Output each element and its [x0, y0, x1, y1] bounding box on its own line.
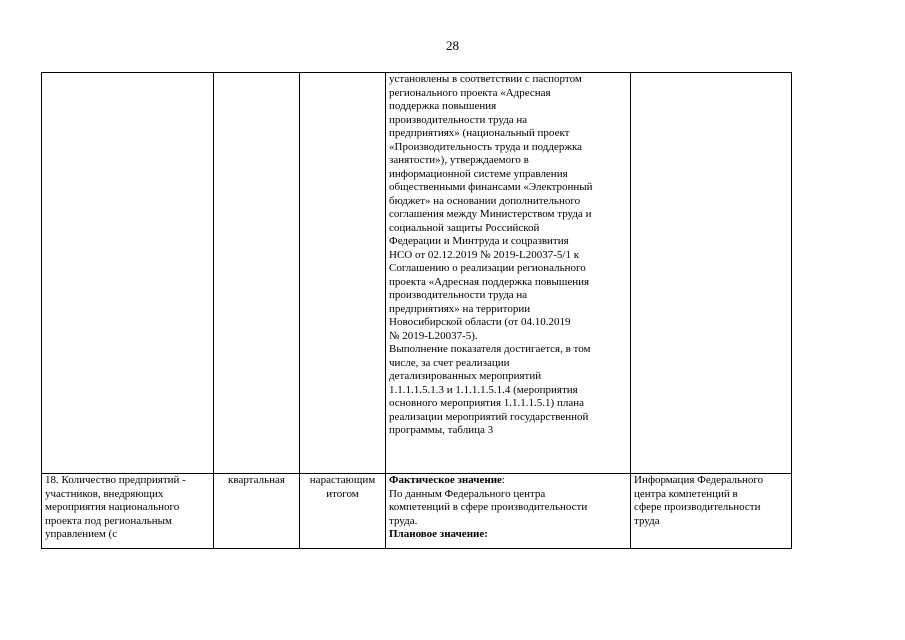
cell-source [631, 474, 792, 549]
description-line: соглашения между Министерством труда и [389, 208, 592, 220]
description-line: Федерации и Минтруда и соцразвития [389, 235, 569, 247]
cell-indicator-name [42, 474, 214, 549]
cell-periodicity-empty [214, 73, 300, 474]
cell-periodicity [214, 474, 300, 549]
method-line: нарастающим [309, 474, 376, 486]
description-line: информационной системе управления [389, 167, 568, 180]
description-line: социальной защиты Российской [389, 221, 540, 234]
description-line: Соглашению о реализации регионального [389, 262, 586, 274]
description-line: «Производительность труда и поддержка [389, 140, 583, 153]
periodicity-value: квартальная [228, 474, 285, 486]
cell-indicator-empty [42, 73, 214, 474]
actual-value-colon: : [501, 474, 505, 486]
page-number: 28 [446, 38, 459, 53]
description-line: бюджет» на основании дополнительного [389, 194, 581, 207]
source-line: центра компетенций в [634, 487, 738, 500]
description-line: производительности труда на [389, 289, 528, 301]
method-line: итогом [326, 487, 359, 500]
description-line: детализированных мероприятий [389, 370, 542, 382]
description-line: 1.1.1.1.5.1.3 и 1.1.1.1.5.1.4 (мероприятия [389, 383, 578, 396]
planned-value-label: Плановое значение: [389, 528, 488, 540]
description-line: программы, таблица 3 [389, 424, 494, 436]
table-row-18 [42, 474, 792, 549]
actual-value-heading [389, 474, 627, 488]
indicator-line: участников, внедряющих [45, 487, 164, 500]
description-line: общественными финансами «Электронный [389, 181, 593, 193]
indicator-line: 18. Количество предприятий - [45, 474, 186, 486]
description-line: НСО от 02.12.2019 № 2019-L20037-5/1 к [389, 248, 580, 261]
cell-method-empty [300, 73, 386, 474]
indicator-line: мероприятия национального [45, 501, 180, 513]
actual-line: компетенций в сфере производительности [389, 501, 588, 513]
source-line: сфере производительности [634, 501, 761, 513]
description-line: предприятиях» (национальный проект [389, 127, 570, 139]
description-line: предприятиях» на территории [389, 302, 531, 315]
description-line: поддержка повышения [389, 100, 497, 112]
cell-calculation [386, 474, 631, 549]
indicator-line: управлением (с [45, 528, 118, 540]
description-line: основного мероприятия 1.1.1.1.5.1) плана [389, 397, 584, 409]
description-line: занятости»), утверждаемого в [389, 154, 529, 166]
description-line: установлены в соответствии с паспортом [389, 73, 582, 85]
indicator-line: проекта под региональным [45, 514, 172, 527]
description-line: производительности труда на [389, 113, 528, 126]
source-line: Информация Федерального [634, 474, 764, 486]
description-line: реализации мероприятий государственной [389, 410, 589, 423]
description-line: № 2019-L20037-5). [389, 329, 478, 342]
cell-method [300, 474, 386, 549]
description-line: проекта «Адресная поддержка повышения [389, 275, 590, 288]
description-line: Новосибирской области (от 04.10.2019 [389, 316, 571, 328]
actual-line: По данным Федерального центра [389, 487, 546, 500]
actual-value-label: Фактическое значение [389, 474, 502, 486]
cell-description [386, 73, 631, 474]
description-line: Выполнение показателя достигается, в том [389, 343, 591, 355]
actual-line: труда. [389, 514, 418, 527]
description-line: регионального проекта «Адресная [389, 86, 551, 99]
table-row-continuation [42, 73, 792, 474]
cell-source-empty [631, 73, 792, 474]
description-line: числе, за счет реализации [389, 356, 510, 369]
source-line: труда [634, 514, 660, 527]
indicator-table [41, 72, 792, 549]
